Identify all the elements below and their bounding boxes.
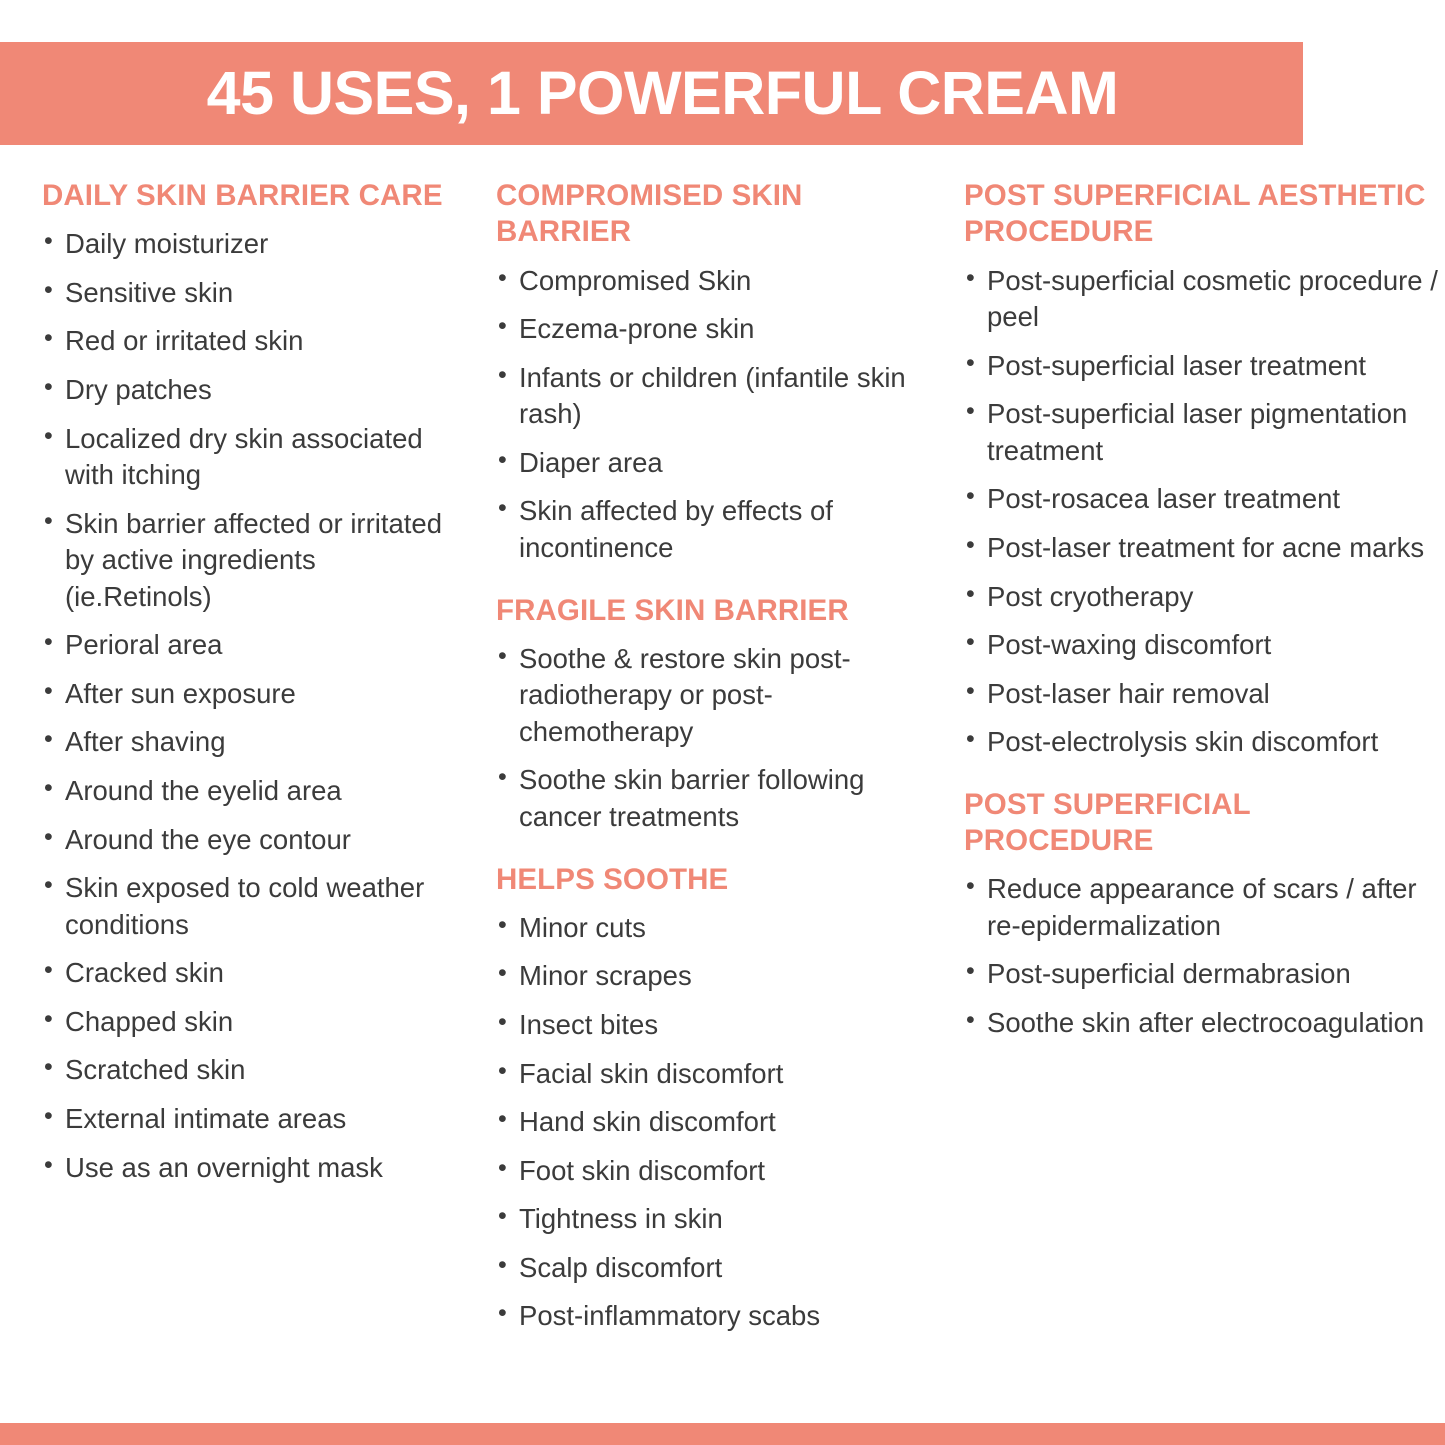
list-item: • Minor scrapes	[496, 958, 938, 995]
list-item: • Infants or children (infantile skin rash)	[496, 360, 938, 433]
list-item: • Skin exposed to cold weather conditions	[42, 870, 470, 943]
section-title: HELPS SOOTHE	[496, 862, 729, 896]
list-item: • Minor cuts	[496, 910, 938, 947]
section-item-list	[496, 641, 938, 836]
section-title: FRAGILE SKIN BARRIER	[496, 593, 849, 627]
list-item: • Skin barrier affected or irritated by active ingredients (ie.Retinols)	[42, 506, 470, 616]
list-item: • Scalp discomfort	[496, 1250, 938, 1287]
list-item: • Localized dry skin associated with itching	[42, 421, 470, 494]
list-item: • Dry patches	[42, 372, 470, 409]
section-item-list	[496, 910, 938, 1335]
list-item: • Post-superficial cosmetic procedure / peel	[964, 263, 1445, 336]
list-item: • Post-superficial laser treatment	[964, 348, 1445, 385]
list-item: • Soothe skin barrier following cancer treatments	[496, 762, 938, 835]
list-item: • Around the eyelid area	[42, 773, 470, 810]
list-item: • Scratched skin	[42, 1052, 470, 1089]
list-item: • After sun exposure	[42, 676, 470, 713]
list-item: • Around the eye contour	[42, 822, 470, 859]
section-item-list	[964, 871, 1445, 1041]
list-item: • Hand skin discomfort	[496, 1104, 938, 1141]
section-title: POST SUPERFICIAL AESTHETIC PROCEDURE	[964, 179, 1426, 249]
list-item: • Post-laser treatment for acne marks	[964, 530, 1445, 567]
list-item: • After shaving	[42, 724, 470, 761]
list-item: • Compromised Skin	[496, 263, 938, 300]
list-item: • Post-laser hair removal	[964, 676, 1445, 713]
list-item: • Post-inflammatory scabs	[496, 1298, 938, 1335]
list-item: • Use as an overnight mask	[42, 1150, 470, 1187]
column-2	[470, 178, 938, 1347]
list-item: • Facial skin discomfort	[496, 1056, 938, 1093]
list-item: • Red or irritated skin	[42, 323, 470, 360]
section-post-superficial-aesthetic-procedure	[964, 178, 1445, 761]
header-banner	[0, 42, 1303, 145]
list-item: • Sensitive skin	[42, 275, 470, 312]
page-title: 45 USES, 1 POWERFUL CREAM	[206, 59, 1119, 127]
list-item: • Post-waxing discomfort	[964, 627, 1445, 664]
list-item: • Diaper area	[496, 445, 938, 482]
list-item: • Post cryotherapy	[964, 579, 1445, 616]
list-item: • Cracked skin	[42, 955, 470, 992]
content-columns	[0, 178, 1445, 1347]
section-daily-skin-barrier-care	[42, 178, 470, 1186]
section-item-list	[964, 263, 1445, 761]
column-3	[938, 178, 1445, 1054]
section-title: COMPROMISED SKIN BARRIER	[496, 179, 803, 249]
list-item: • Insect bites	[496, 1007, 938, 1044]
footer-bar	[0, 1423, 1445, 1445]
list-item: • Perioral area	[42, 627, 470, 664]
section-item-list	[496, 263, 938, 567]
section-item-list	[42, 226, 470, 1186]
section-title: POST SUPERFICIAL PROCEDURE	[964, 787, 1251, 858]
section-title: DAILY SKIN BARRIER CARE	[42, 179, 443, 212]
list-item: • Soothe & restore skin post-radiotherapy or post-chemotherapy	[496, 641, 938, 751]
list-item: • Foot skin discomfort	[496, 1153, 938, 1190]
section-fragile-skin-barrier	[496, 593, 938, 836]
section-post-superficial-procedure	[964, 787, 1445, 1042]
list-item: • Daily moisturizer	[42, 226, 470, 263]
list-item: • Post-superficial laser pigmentation treatment	[964, 396, 1445, 469]
list-item: • Post-electrolysis skin discomfort	[964, 724, 1445, 761]
list-item: • Chapped skin	[42, 1004, 470, 1041]
list-item: • Skin affected by effects of incontinence	[496, 493, 938, 566]
section-compromised-skin-barrier	[496, 178, 938, 567]
list-item: • External intimate areas	[42, 1101, 470, 1138]
column-1	[0, 178, 470, 1198]
list-item: • Post-rosacea laser treatment	[964, 481, 1445, 518]
list-item: • Eczema-prone skin	[496, 311, 938, 348]
list-item: • Tightness in skin	[496, 1201, 938, 1238]
list-item: • Post-superficial dermabrasion	[964, 956, 1445, 993]
list-item: • Soothe skin after electrocoagulation	[964, 1005, 1445, 1042]
section-helps-soothe	[496, 862, 938, 1335]
list-item: • Reduce appearance of scars / after re-epidermalization	[964, 871, 1445, 944]
